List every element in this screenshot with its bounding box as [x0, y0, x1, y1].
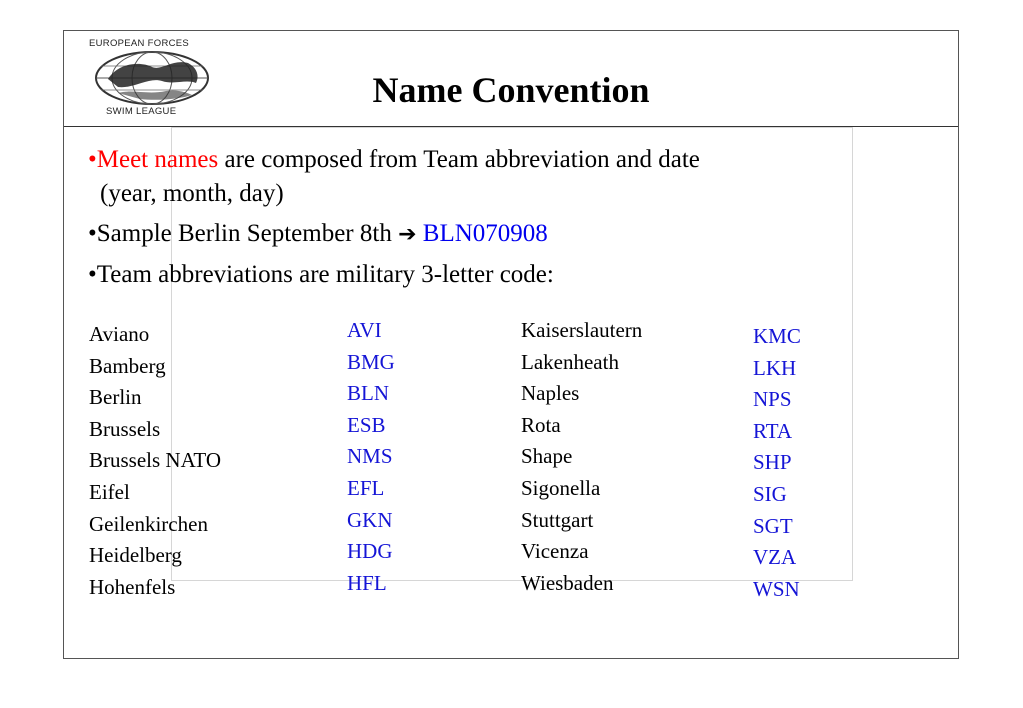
slide-title: Name Convention — [372, 70, 650, 110]
right-team-names — [521, 315, 642, 599]
team-name: Lakenheath — [521, 349, 619, 374]
bullet-team-abbrev — [88, 258, 908, 292]
left-team-names — [89, 319, 221, 603]
team-name: Berlin — [89, 385, 142, 410]
sample-code: BLN070908 — [416, 220, 548, 247]
team-name: Wiesbaden — [521, 570, 614, 595]
header-divider — [64, 126, 958, 127]
team-code: GKN — [347, 507, 393, 532]
team-name: Brussels — [89, 416, 161, 441]
team-name: Aviano — [89, 322, 150, 346]
bullet-marker: • — [88, 146, 97, 173]
bullet-sample — [88, 217, 908, 252]
team-code: WSN — [753, 576, 800, 601]
team-code: LKH — [753, 355, 797, 380]
slide — [63, 30, 959, 659]
team-name: Sigonella — [521, 475, 601, 500]
bullet-3-text: •Team abbreviations are military 3-letter code: — [88, 261, 554, 288]
team-code: ESB — [347, 412, 386, 437]
right-team-codes — [753, 321, 801, 605]
logo-bottom-text: SWIM LEAGUE — [106, 106, 177, 117]
team-name: Stuttgart — [521, 507, 594, 532]
team-code: RTA — [753, 418, 793, 443]
meet-names-highlight: Meet names — [96, 146, 219, 173]
team-code: VZA — [753, 545, 797, 570]
team-code: NPS — [753, 387, 792, 412]
team-name: Rota — [521, 412, 561, 437]
team-code: SGT — [753, 513, 793, 538]
right-arrow-icon: ➔ — [398, 222, 417, 247]
team-code: HDG — [347, 539, 393, 564]
team-code: SHP — [753, 450, 792, 475]
team-code: EFL — [347, 475, 385, 500]
team-code: BMG — [347, 349, 395, 374]
bullet-2-text: •Sample Berlin September 8th — [88, 220, 399, 247]
left-team-codes — [347, 315, 395, 599]
bullet-1-text: are composed from Team abbreviation and date — [218, 146, 700, 173]
team-code: HFL — [347, 570, 387, 595]
team-code: BLN — [347, 381, 389, 406]
team-code: NMS — [347, 444, 393, 469]
team-name: Eifel — [89, 479, 130, 504]
team-code: SIG — [753, 481, 787, 506]
bullet-1-line-2: (year, month, day) — [100, 180, 284, 207]
team-name: Vicenza — [521, 539, 589, 564]
bullet-list — [88, 143, 908, 298]
team-name: Geilenkirchen — [89, 511, 208, 536]
team-name: Brussels NATO — [89, 448, 222, 473]
team-name: Kaiserslautern — [521, 318, 643, 342]
team-name: Hohenfels — [89, 574, 176, 599]
logo-top-text: EUROPEAN FORCES — [89, 38, 190, 49]
team-name: Heidelberg — [89, 543, 182, 568]
bullet-meet-names — [88, 143, 908, 211]
team-name: Shape — [521, 444, 573, 469]
team-name: Bamberg — [89, 353, 166, 378]
team-code: AVI — [347, 318, 382, 342]
team-code: KMC — [753, 324, 801, 348]
team-name: Naples — [521, 381, 580, 406]
